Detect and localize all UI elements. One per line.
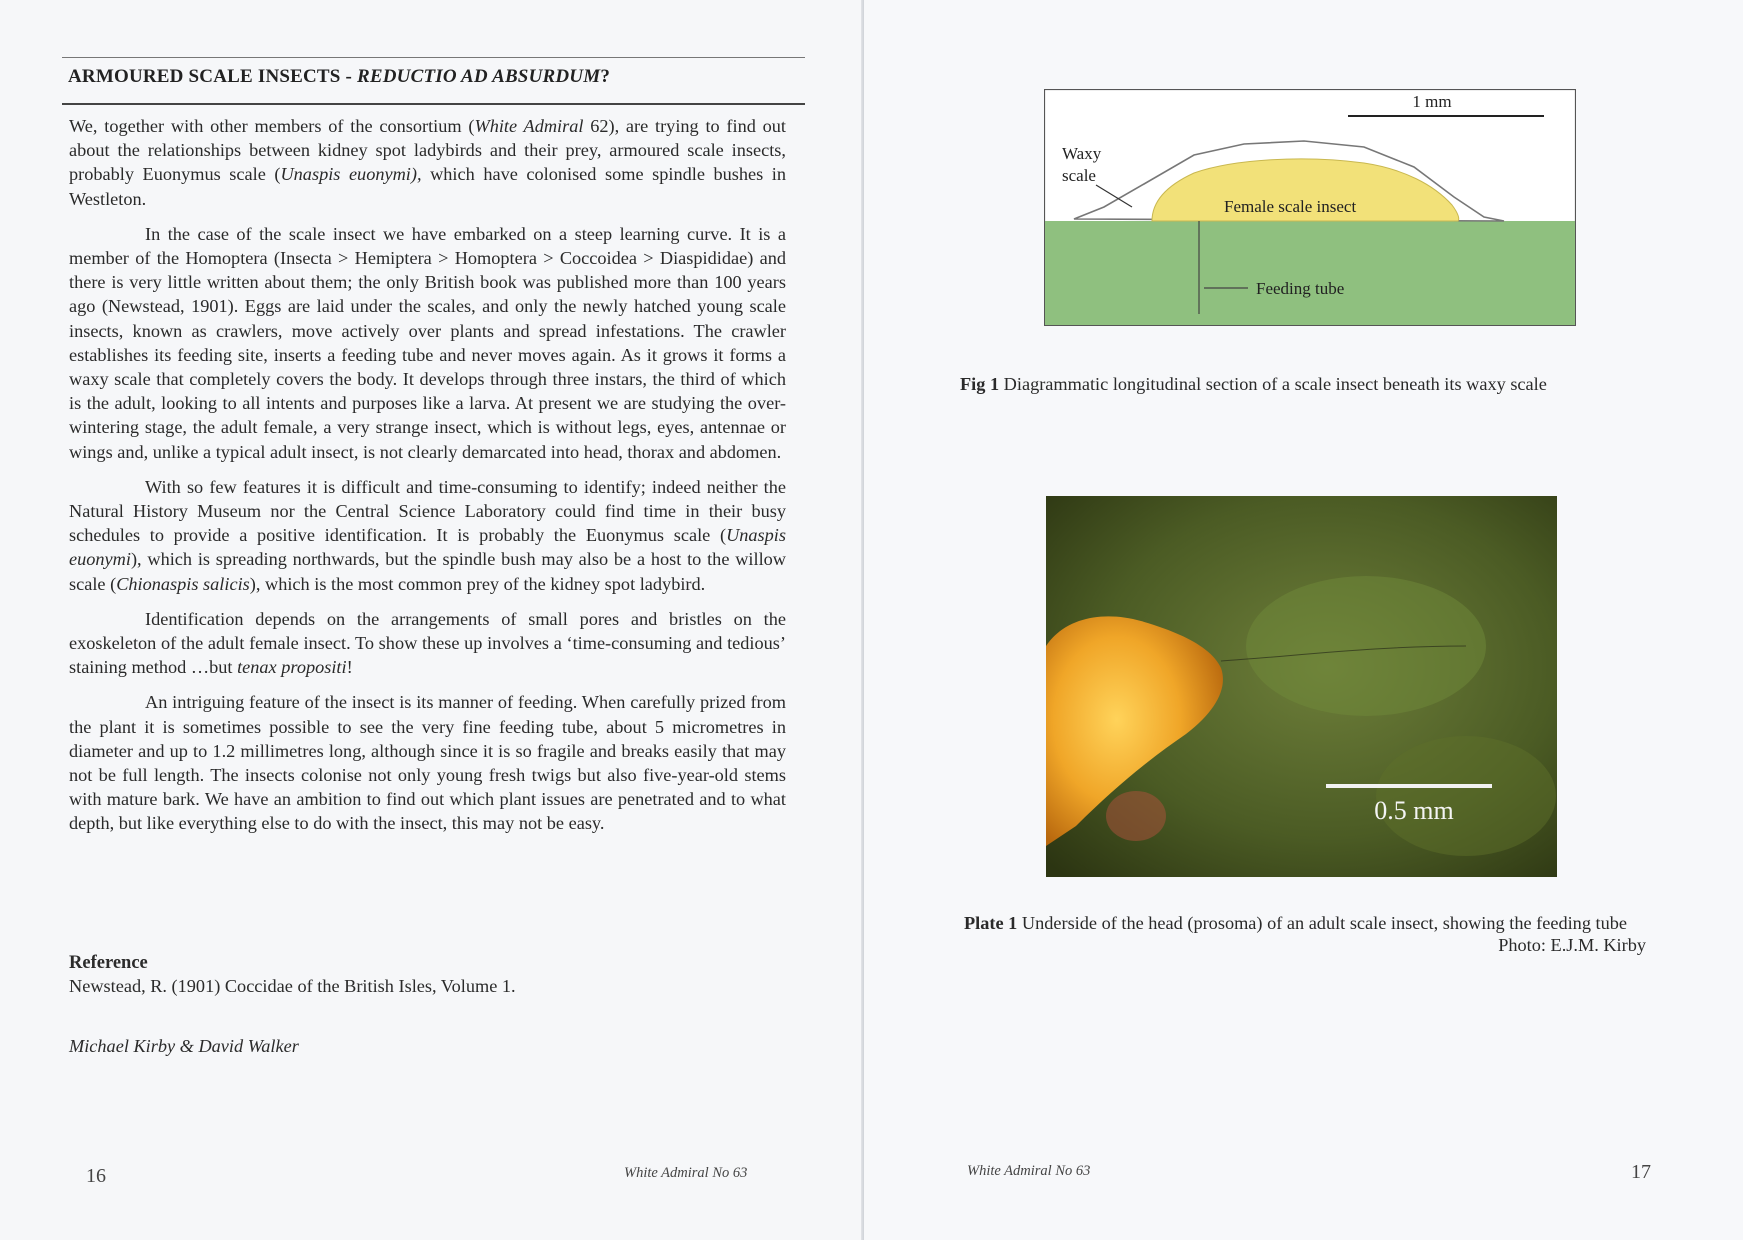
left-page bbox=[0, 0, 864, 1240]
figure-1-caption: Fig 1 Diagrammatic longitudinal section of a scale insect beneath its waxy scale bbox=[960, 374, 1547, 394]
insect-label: Female scale insect bbox=[1224, 197, 1357, 216]
reference-heading: Reference bbox=[69, 953, 148, 973]
photo-credit: Photo: E.J.M. Kirby bbox=[1498, 935, 1646, 955]
scale-label-1mm: 1 mm bbox=[1412, 92, 1452, 111]
top-rule bbox=[62, 57, 805, 58]
paragraph-1: We, together with other members of the consortium (White Admiral 62), are trying to find out about the relationships between kidney spot ladybirds and their prey, armoured scale insects, probably Euonymus scale (Unaspis euonymi), which have colonised some spindle bushes in Westleton. bbox=[69, 116, 787, 209]
plate-1-photo bbox=[1046, 496, 1557, 877]
paragraph-3: With so few features it is difficult and time-consuming to identify; indeed neither the Natural History Museum nor the Central Science Laboratory could find time in their busy schedules to provide a positive identification. It is probably the Euonymus scale (Unaspis euonymi), which is spreading northwards, but the spindle bush may also be a host to the willow scale (Chionaspis salicis), which is the most common prey of the kidney spot ladybird. bbox=[69, 476, 786, 594]
page-number-right: 17 bbox=[1631, 1161, 1651, 1183]
article-body bbox=[69, 114, 786, 847]
tube-label: Feeding tube bbox=[1256, 279, 1345, 298]
insect-shadow-shape bbox=[1106, 791, 1166, 841]
reference-text: Newstead, R. (1901) Coccidae of the British Isles, Volume 1. bbox=[69, 976, 516, 996]
paragraph-2: In the case of the scale insect we have embarked on a steep learning curve. It is a member of the Homoptera (Insecta > Hemiptera > Homoptera > Coccoidea > Diaspididae) and there is very little written about them; the only British book was published more than 100 years ago (Newstead, 1901). Eggs are laid under the scales, and only the newly hatched young scale insects, known as crawlers, move actively over plants and spread infestations. The crawler establishes its feeding site, inserts a feeding tube and never moves again. As it grows it forms a waxy scale that completely covers the body. It develops through three instars, the third of which is the adult, looking to all intents and purposes like a larva. At present we are studying the over-wintering stage, the adult female, a very strange insect, which is without legs, eyes, antennae or wings and, unlike a typical adult insect, is not clearly demarcated into head, thorax and abdomen. bbox=[69, 223, 786, 462]
plate-1-caption: Plate 1 Underside of the head (prosoma) of an adult scale insect, showing the feeding tube bbox=[964, 913, 1628, 933]
article-title: ARMOURED SCALE INSECTS - REDUCTIO AD ABSURDUM? bbox=[68, 66, 611, 87]
figure-1-diagram bbox=[1044, 89, 1576, 326]
paragraph-5: An intriguing feature of the insect is its manner of feeding. When carefully prized from the plant it is sometimes possible to see the very fine feeding tube, about 5 micrometres in diameter and up to 1.2 millimetres long, although since it is so fragile and breaks easily that may not be full length. The insects colonise not only young fresh twigs but also five-year-old stems with mature bark. We have an ambition to find out which plant issues are penetrated and to what depth, but like everything else to do with the insect, this may not be easy. bbox=[69, 692, 786, 834]
journal-footer-left: White Admiral No 63 bbox=[624, 1165, 748, 1181]
page-number-left: 16 bbox=[86, 1165, 106, 1187]
waxy-label-line-1: Waxy bbox=[1062, 144, 1102, 163]
plate-scale-label: 0.5 mm bbox=[1374, 796, 1454, 825]
title-rule bbox=[62, 103, 805, 105]
waxy-label-line-2: scale bbox=[1062, 166, 1096, 185]
paragraph-4: Identification depends on the arrangements of small pores and bristles on the exoskeleton of the adult female insect. To show these up involves a ‘time-consuming and tedious’ staining method …but tenax propositi! bbox=[69, 608, 786, 678]
plant-tissue bbox=[1045, 221, 1575, 325]
journal-footer-right: White Admiral No 63 bbox=[967, 1163, 1091, 1179]
authors: Michael Kirby & David Walker bbox=[69, 1036, 299, 1056]
